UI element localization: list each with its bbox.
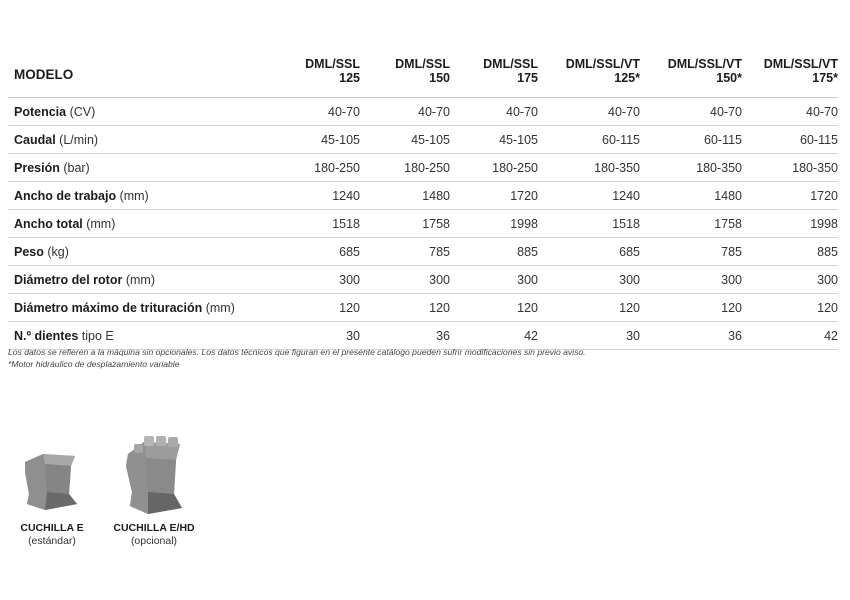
column-header	[538, 44, 640, 98]
column-header-line1: DML/SSL	[395, 56, 450, 71]
table-cell: 40-70	[742, 98, 838, 126]
row-label-unit: (CV)	[66, 104, 96, 119]
column-header-model: MODELO	[8, 44, 288, 98]
footnotes	[8, 346, 838, 370]
table-cell: 1998	[450, 210, 538, 238]
table-cell: 300	[538, 266, 640, 294]
table-cell: 45-105	[450, 126, 538, 154]
row-label-unit: (mm)	[82, 216, 116, 231]
column-header-line1: DML/SSL	[483, 56, 538, 71]
column-header-line1: DML/SSL/VT	[667, 56, 742, 71]
column-header-line2: 175	[517, 70, 538, 85]
table-cell: 300	[742, 266, 838, 294]
row-label-unit: (mm)	[116, 188, 149, 203]
table-cell: 1720	[450, 182, 538, 210]
row-label	[8, 126, 288, 154]
table-row	[8, 294, 838, 322]
column-header-line2: 125	[339, 70, 360, 85]
row-label-name: Ancho total	[14, 216, 83, 231]
blade-e-name: CUCHILLA E	[20, 522, 84, 534]
table-cell: 1518	[288, 210, 360, 238]
table-cell: 1240	[288, 182, 360, 210]
column-header-line1: DML/SSL/VT	[565, 56, 640, 71]
table-cell: 180-350	[742, 154, 838, 182]
blade-e-hd-image	[114, 432, 194, 518]
column-header	[360, 44, 450, 98]
table-cell: 120	[538, 294, 640, 322]
table-cell: 300	[360, 266, 450, 294]
footnote-motor: *Motor hidráulico de desplazamiento variable	[8, 359, 180, 369]
table-cell: 885	[450, 238, 538, 266]
row-label	[8, 210, 288, 238]
row-label	[8, 238, 288, 266]
table-cell: 180-250	[360, 154, 450, 182]
column-header-line1: DML/SSL/VT	[763, 56, 838, 71]
column-header	[640, 44, 742, 98]
table-cell: 1720	[742, 182, 838, 210]
table-cell: 1518	[538, 210, 640, 238]
table-cell: 60-115	[538, 126, 640, 154]
blade-e	[10, 448, 94, 547]
row-label-name: N.º dientes	[14, 328, 79, 343]
row-label	[8, 154, 288, 182]
column-header-line1: DML/SSL	[305, 56, 360, 71]
row-label-name: Presión	[14, 160, 60, 175]
blade-e-sub: (estándar)	[28, 535, 76, 547]
table-cell: 300	[450, 266, 538, 294]
table-row	[8, 182, 838, 210]
table-cell: 40-70	[450, 98, 538, 126]
spec-table	[8, 44, 838, 350]
row-label	[8, 294, 288, 322]
row-label-unit: (L/min)	[55, 132, 99, 147]
table-cell: 885	[742, 238, 838, 266]
table-cell: 180-250	[288, 154, 360, 182]
table-cell: 120	[450, 294, 538, 322]
table-cell: 785	[360, 238, 450, 266]
row-label	[8, 266, 288, 294]
column-header-line2: 150*	[716, 70, 742, 85]
table-cell: 1240	[538, 182, 640, 210]
table-cell: 40-70	[538, 98, 640, 126]
table-cell: 60-115	[640, 126, 742, 154]
table-cell: 1480	[640, 182, 742, 210]
table-cell: 120	[288, 294, 360, 322]
table-cell: 685	[288, 238, 360, 266]
table-cell: 120	[640, 294, 742, 322]
table-row	[8, 154, 838, 182]
table-cell: 685	[538, 238, 640, 266]
table-cell: 42	[742, 322, 838, 350]
table-cell: 1758	[360, 210, 450, 238]
table-cell: 36	[640, 322, 742, 350]
blade-e-image	[17, 448, 87, 518]
row-label-name: Diámetro del rotor	[14, 272, 123, 287]
table-cell: 40-70	[360, 98, 450, 126]
table-row	[8, 266, 838, 294]
row-label-unit: (mm)	[202, 300, 235, 315]
row-label-unit: (kg)	[43, 244, 69, 259]
column-header-line2: 125*	[614, 70, 640, 85]
blade-e-hd-sub: (opcional)	[130, 535, 178, 547]
blade-e-hd-name: CUCHILLA E/HD	[113, 522, 195, 534]
column-header	[450, 44, 538, 98]
table-cell: 180-350	[538, 154, 640, 182]
footnote-disclaimer: Los datos se refieren a la máquina sin opcionales. Los datos técnicos que figuran en el presente catálogo pueden sufrir modificaciones sin previo aviso.	[8, 347, 586, 357]
table-cell: 1480	[360, 182, 450, 210]
row-label-name: Caudal	[14, 132, 56, 147]
table-row	[8, 98, 838, 126]
row-label-unit: tipo E	[78, 328, 114, 343]
row-label	[8, 98, 288, 126]
table-cell: 45-105	[288, 126, 360, 154]
header-row	[8, 44, 838, 98]
table-cell: 785	[640, 238, 742, 266]
table-cell: 45-105	[360, 126, 450, 154]
row-label-name: Potencia	[14, 104, 67, 119]
table-cell: 42	[450, 322, 538, 350]
table-cell: 36	[360, 322, 450, 350]
column-header-line2: 150	[429, 70, 450, 85]
column-header-line2: 175*	[812, 70, 838, 85]
row-label-unit: (mm)	[122, 272, 155, 287]
table-cell: 300	[640, 266, 742, 294]
table-cell: 120	[742, 294, 838, 322]
row-label-name: Peso	[14, 244, 44, 259]
table-cell: 60-115	[742, 126, 838, 154]
table-cell: 180-250	[450, 154, 538, 182]
table-cell: 180-350	[640, 154, 742, 182]
row-label-unit: (bar)	[59, 160, 90, 175]
table-cell: 1998	[742, 210, 838, 238]
table-cell: 30	[288, 322, 360, 350]
table-cell: 40-70	[288, 98, 360, 126]
column-header	[288, 44, 360, 98]
table-row	[8, 126, 838, 154]
table-cell: 300	[288, 266, 360, 294]
table-body	[8, 98, 838, 350]
column-header	[742, 44, 838, 98]
row-label-name: Ancho de trabajo	[14, 188, 117, 203]
table-cell: 40-70	[640, 98, 742, 126]
row-label-name: Diámetro máximo de trituración	[14, 300, 203, 315]
table-cell: 30	[538, 322, 640, 350]
table-cell: 1758	[640, 210, 742, 238]
table-cell: 120	[360, 294, 450, 322]
table-row	[8, 238, 838, 266]
row-label	[8, 182, 288, 210]
table-row	[8, 210, 838, 238]
blade-e-hd	[104, 432, 204, 547]
